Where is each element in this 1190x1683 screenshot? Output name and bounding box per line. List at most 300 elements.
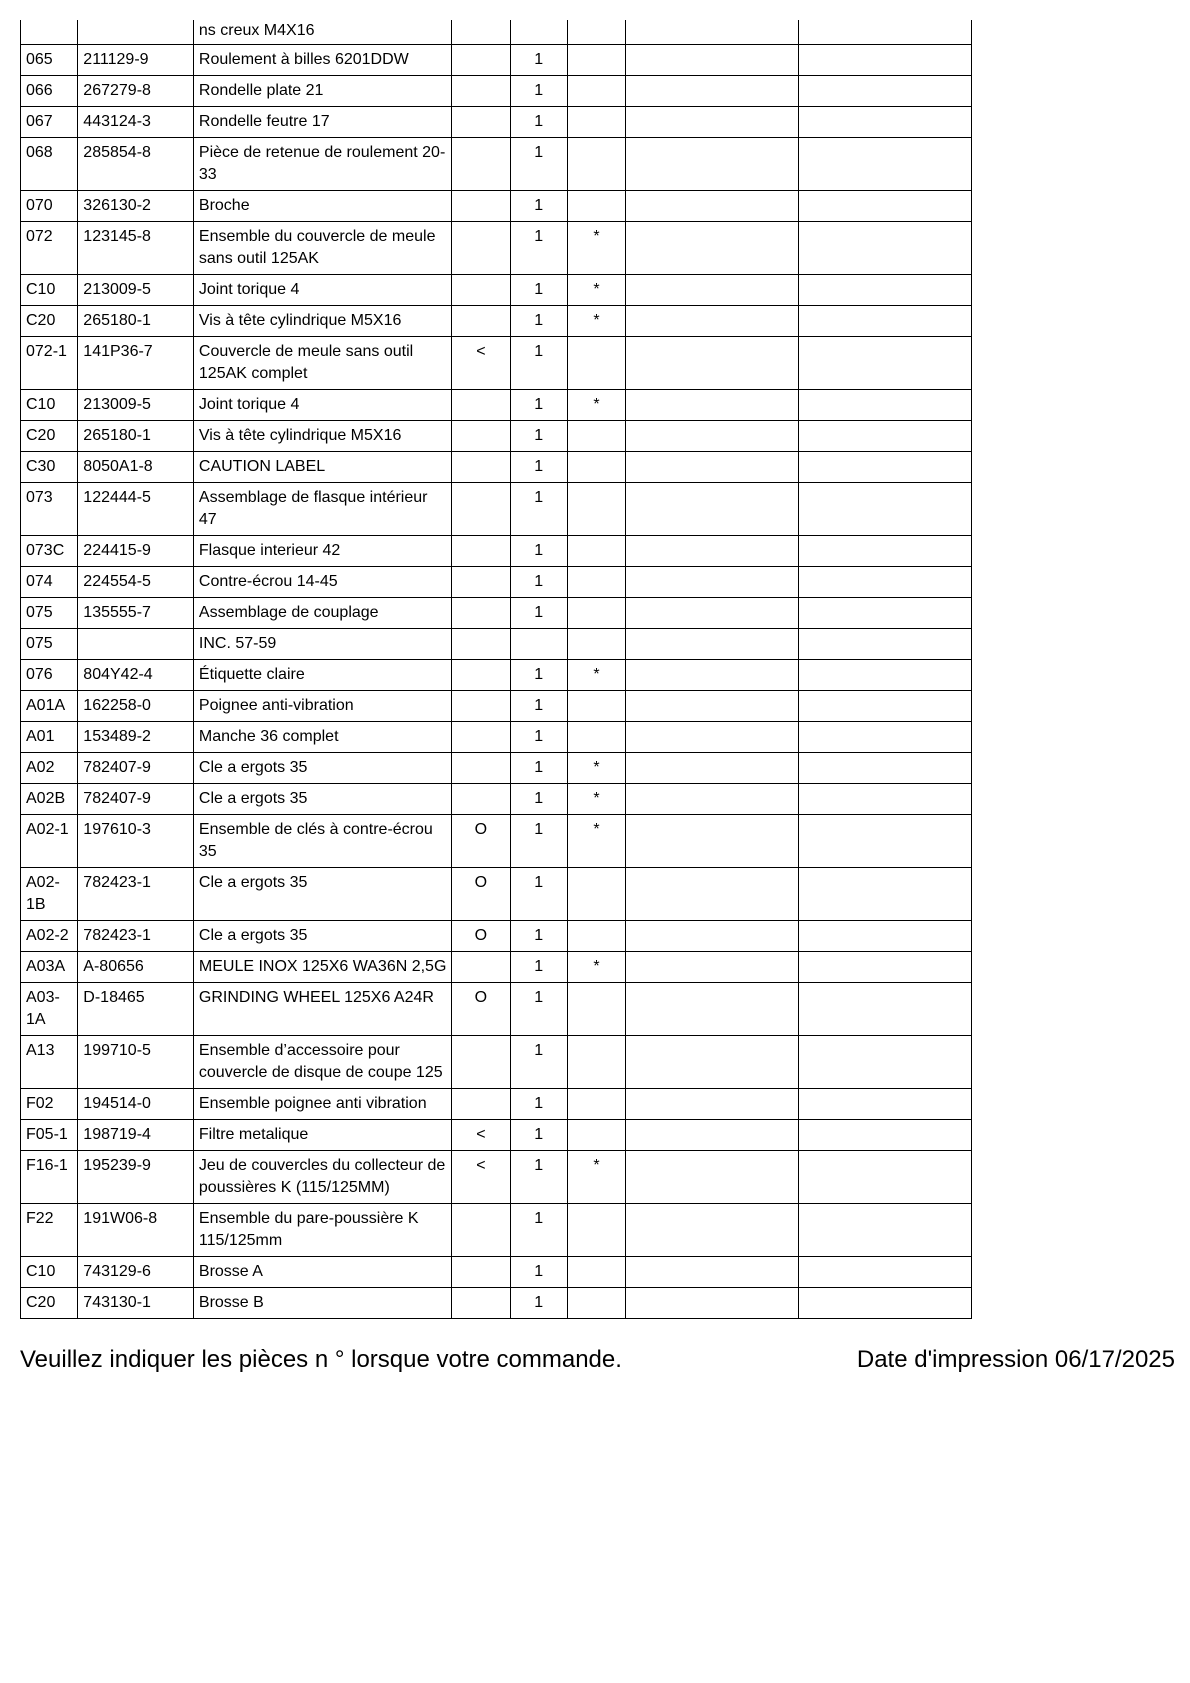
part-number-cell: 141P36-7 [78,337,194,390]
quantity-cell: 1 [510,306,567,337]
symbol-cell [452,691,510,722]
blank-cell [626,921,799,952]
blank-cell [626,784,799,815]
quantity-cell: 1 [510,536,567,567]
blank-cell [799,660,972,691]
item-number-cell: A02B [21,784,78,815]
note-cell [567,536,625,567]
table-row [21,660,972,691]
table-row [21,1089,972,1120]
description-cell: Flasque interieur 42 [193,536,451,567]
description-cell: Ensemble du couvercle de meule sans outil 125AK [193,222,451,275]
blank-cell [799,952,972,983]
part-number-cell: 199710-5 [78,1036,194,1089]
item-number-cell: A02-1 [21,815,78,868]
part-number-cell: 443124-3 [78,107,194,138]
part-number-cell: 191W06-8 [78,1204,194,1257]
blank-cell [626,45,799,76]
blank-cell [626,722,799,753]
note-cell: * [567,753,625,784]
description-cell: Cle a ergots 35 [193,784,451,815]
item-number-cell: F05-1 [21,1120,78,1151]
part-number-cell: 162258-0 [78,691,194,722]
description-cell: Roulement à billes 6201DDW [193,45,451,76]
quantity-cell: 1 [510,1151,567,1204]
note-cell: * [567,1151,625,1204]
symbol-cell [452,191,510,222]
table-row [21,107,972,138]
blank-cell [799,337,972,390]
part-number-cell: D-18465 [78,983,194,1036]
note-cell [567,1204,625,1257]
quantity-cell: 1 [510,952,567,983]
symbol-cell [452,536,510,567]
note-cell [567,1036,625,1089]
blank-cell [626,275,799,306]
blank-cell [626,660,799,691]
table-row [21,306,972,337]
table-row [21,452,972,483]
quantity-cell: 1 [510,1288,567,1319]
blank-cell [799,598,972,629]
table-row [21,868,972,921]
description-cell: Pièce de retenue de roulement 20-33 [193,138,451,191]
table-row [21,1288,972,1319]
blank-cell [799,921,972,952]
item-number-cell: F22 [21,1204,78,1257]
symbol-cell [452,952,510,983]
symbol-cell [452,390,510,421]
description-cell: Rondelle feutre 17 [193,107,451,138]
note-cell: * [567,390,625,421]
table-row [21,390,972,421]
item-number-cell: A03-1A [21,983,78,1036]
blank-cell [626,598,799,629]
part-number-cell: 782407-9 [78,753,194,784]
blank-cell [626,815,799,868]
description-cell: GRINDING WHEEL 125X6 A24R [193,983,451,1036]
symbol-cell [452,1036,510,1089]
symbol-cell [452,138,510,191]
description-cell: Jeu de couvercles du collecteur de poussières K (115/125MM) [193,1151,451,1204]
table-row [21,691,972,722]
description-cell: Assemblage de flasque intérieur 47 [193,483,451,536]
blank-cell [626,629,799,660]
blank-cell [799,691,972,722]
part-number-cell: 197610-3 [78,815,194,868]
description-cell: Joint torique 4 [193,275,451,306]
blank-cell [799,1288,972,1319]
blank-cell [799,536,972,567]
quantity-cell: 1 [510,452,567,483]
note-cell [567,421,625,452]
quantity-cell: 1 [510,76,567,107]
note-cell [567,1257,625,1288]
quantity-cell: 1 [510,753,567,784]
quantity-cell: 1 [510,421,567,452]
table-row [21,76,972,107]
description-cell: Ensemble de clés à contre-écrou 35 [193,815,451,868]
blank-cell [799,222,972,275]
symbol-cell [452,452,510,483]
table-row [21,1204,972,1257]
blank-cell [626,1120,799,1151]
description-cell: Étiquette claire [193,660,451,691]
description-cell: Cle a ergots 35 [193,921,451,952]
part-number-cell: 265180-1 [78,421,194,452]
part-number-cell: 194514-0 [78,1089,194,1120]
item-number-cell: 065 [21,45,78,76]
note-cell: * [567,222,625,275]
note-cell [567,1288,625,1319]
item-number-cell: 075 [21,598,78,629]
quantity-cell: 1 [510,691,567,722]
description-cell: Ensemble poignee anti vibration [193,1089,451,1120]
blank-cell [626,952,799,983]
blank-cell [799,45,972,76]
part-number-cell: 326130-2 [78,191,194,222]
item-number-cell: C30 [21,452,78,483]
note-cell [567,921,625,952]
note-cell [567,983,625,1036]
table-row [21,983,972,1036]
quantity-cell: 1 [510,815,567,868]
item-number-cell: C10 [21,1257,78,1288]
item-number-cell: C20 [21,1288,78,1319]
symbol-cell [452,275,510,306]
item-number-cell [21,20,78,45]
table-row [21,191,972,222]
table-row [21,784,972,815]
blank-cell [799,421,972,452]
item-number-cell: 066 [21,76,78,107]
note-cell: * [567,660,625,691]
blank-cell [626,1204,799,1257]
blank-cell [626,691,799,722]
part-number-cell: 213009-5 [78,275,194,306]
table-row [21,337,972,390]
quantity-cell: 1 [510,45,567,76]
footer-order-note: Veuillez indiquer les pièces n ° lorsque votre commande. [20,1346,622,1373]
table-row [21,1120,972,1151]
quantity-cell: 1 [510,1257,567,1288]
quantity-cell: 1 [510,275,567,306]
item-number-cell: 073 [21,483,78,536]
blank-cell [799,722,972,753]
blank-cell [799,1089,972,1120]
quantity-cell: 1 [510,598,567,629]
blank-cell [626,536,799,567]
part-number-cell [78,20,194,45]
quantity-cell: 1 [510,660,567,691]
description-cell: MEULE INOX 125X6 WA36N 2,5G [193,952,451,983]
table-row [21,921,972,952]
description-cell: CAUTION LABEL [193,452,451,483]
item-number-cell: 075 [21,629,78,660]
note-cell [567,483,625,536]
parts-table [20,20,972,1319]
item-number-cell: 072 [21,222,78,275]
symbol-cell [452,1288,510,1319]
blank-cell [799,1120,972,1151]
blank-cell [626,421,799,452]
blank-cell [626,1036,799,1089]
note-cell [567,567,625,598]
symbol-cell [452,45,510,76]
part-number-cell: 782423-1 [78,921,194,952]
blank-cell [626,1089,799,1120]
blank-cell [626,337,799,390]
quantity-cell: 1 [510,868,567,921]
description-cell: Vis à tête cylindrique M5X16 [193,306,451,337]
description-cell: Brosse B [193,1288,451,1319]
quantity-cell: 1 [510,921,567,952]
item-number-cell: 073C [21,536,78,567]
description-cell: Cle a ergots 35 [193,753,451,784]
blank-cell [799,275,972,306]
symbol-cell [452,598,510,629]
symbol-cell [452,1089,510,1120]
part-number-cell: 8050A1-8 [78,452,194,483]
note-cell: * [567,306,625,337]
item-number-cell: F16-1 [21,1151,78,1204]
note-cell [567,629,625,660]
blank-cell [799,1036,972,1089]
blank-cell [799,107,972,138]
note-cell [567,20,625,45]
description-cell: Brosse A [193,1257,451,1288]
note-cell [567,337,625,390]
table-row [21,629,972,660]
blank-cell [626,567,799,598]
item-number-cell: A02-1B [21,868,78,921]
blank-cell [626,452,799,483]
note-cell: * [567,275,625,306]
item-number-cell: 072-1 [21,337,78,390]
symbol-cell [452,784,510,815]
blank-cell [626,76,799,107]
description-cell: Cle a ergots 35 [193,868,451,921]
symbol-cell [452,222,510,275]
quantity-cell: 1 [510,138,567,191]
part-number-cell: 153489-2 [78,722,194,753]
blank-cell [626,1288,799,1319]
item-number-cell: 067 [21,107,78,138]
description-cell: Vis à tête cylindrique M5X16 [193,421,451,452]
part-number-cell: 135555-7 [78,598,194,629]
description-cell: Manche 36 complet [193,722,451,753]
table-row [21,753,972,784]
quantity-cell [510,629,567,660]
blank-cell [799,390,972,421]
part-number-cell: 782423-1 [78,868,194,921]
note-cell [567,1089,625,1120]
description-cell: Assemblage de couplage [193,598,451,629]
blank-cell [626,222,799,275]
symbol-cell [452,76,510,107]
note-cell [567,691,625,722]
blank-cell [799,138,972,191]
symbol-cell: < [452,337,510,390]
blank-cell [626,1151,799,1204]
quantity-cell: 1 [510,107,567,138]
table-row [21,815,972,868]
table-row [21,483,972,536]
quantity-cell: 1 [510,567,567,598]
note-cell [567,76,625,107]
note-cell: * [567,815,625,868]
part-number-cell: 743130-1 [78,1288,194,1319]
quantity-cell: 1 [510,337,567,390]
part-number-cell: 743129-6 [78,1257,194,1288]
description-cell: Filtre metalique [193,1120,451,1151]
description-cell: Poignee anti-vibration [193,691,451,722]
blank-cell [799,191,972,222]
note-cell [567,452,625,483]
quantity-cell: 1 [510,1204,567,1257]
note-cell: * [567,784,625,815]
note-cell [567,45,625,76]
item-number-cell: A01A [21,691,78,722]
note-cell [567,138,625,191]
blank-cell [626,483,799,536]
blank-cell [626,107,799,138]
description-cell: Rondelle plate 21 [193,76,451,107]
description-cell: Contre-écrou 14-45 [193,567,451,598]
symbol-cell [452,20,510,45]
blank-cell [799,868,972,921]
blank-cell [799,629,972,660]
quantity-cell: 1 [510,722,567,753]
part-number-cell: 265180-1 [78,306,194,337]
blank-cell [799,452,972,483]
part-number-cell: 224415-9 [78,536,194,567]
symbol-cell [452,1257,510,1288]
symbol-cell [452,753,510,784]
item-number-cell: A02 [21,753,78,784]
quantity-cell: 1 [510,1120,567,1151]
blank-cell [626,20,799,45]
table-row [21,275,972,306]
item-number-cell: A13 [21,1036,78,1089]
blank-cell [799,753,972,784]
blank-cell [799,983,972,1036]
symbol-cell [452,722,510,753]
item-number-cell: C10 [21,275,78,306]
symbol-cell: O [452,983,510,1036]
blank-cell [799,815,972,868]
part-number-cell: A-80656 [78,952,194,983]
part-number-cell: 224554-5 [78,567,194,598]
table-row [21,421,972,452]
item-number-cell: 074 [21,567,78,598]
part-number-cell [78,629,194,660]
table-row [21,598,972,629]
description-cell: Joint torique 4 [193,390,451,421]
note-cell [567,598,625,629]
footer-print-date: Date d'impression 06/17/2025 [856,1346,1175,1373]
symbol-cell: O [452,921,510,952]
blank-cell [626,191,799,222]
note-cell: * [567,952,625,983]
note-cell [567,107,625,138]
item-number-cell: C20 [21,421,78,452]
part-number-cell: 195239-9 [78,1151,194,1204]
item-number-cell: F02 [21,1089,78,1120]
blank-cell [799,1204,972,1257]
blank-cell [799,483,972,536]
item-number-cell: A01 [21,722,78,753]
blank-cell [799,1257,972,1288]
table-row [21,45,972,76]
description-cell: Ensemble du pare-poussière K 115/125mm [193,1204,451,1257]
note-cell [567,722,625,753]
table-row [21,952,972,983]
symbol-cell [452,107,510,138]
table-row [21,1036,972,1089]
table-row [21,722,972,753]
blank-cell [799,567,972,598]
description-cell: ns creux M4X16 [193,20,451,45]
symbol-cell: O [452,815,510,868]
part-number-cell: 123145-8 [78,222,194,275]
table-row [21,138,972,191]
table-row [21,222,972,275]
quantity-cell: 1 [510,191,567,222]
symbol-cell: < [452,1120,510,1151]
part-number-cell: 267279-8 [78,76,194,107]
parts-table-body [21,20,972,1319]
blank-cell [626,983,799,1036]
note-cell [567,1120,625,1151]
quantity-cell: 1 [510,222,567,275]
part-number-cell: 804Y42-4 [78,660,194,691]
note-cell [567,868,625,921]
table-row [21,1151,972,1204]
description-cell: Ensemble d’accessoire pour couvercle de disque de coupe 125 [193,1036,451,1089]
blank-cell [799,784,972,815]
blank-cell [799,306,972,337]
quantity-cell: 1 [510,390,567,421]
item-number-cell: 076 [21,660,78,691]
item-number-cell: A03A [21,952,78,983]
blank-cell [799,1151,972,1204]
description-cell: Couvercle de meule sans outil 125AK complet [193,337,451,390]
table-row [21,1257,972,1288]
part-number-cell: 198719-4 [78,1120,194,1151]
symbol-cell [452,629,510,660]
symbol-cell: O [452,868,510,921]
description-cell: INC. 57-59 [193,629,451,660]
symbol-cell [452,1204,510,1257]
quantity-cell [510,20,567,45]
quantity-cell: 1 [510,784,567,815]
part-number-cell: 122444-5 [78,483,194,536]
blank-cell [626,390,799,421]
table-row [21,567,972,598]
quantity-cell: 1 [510,1089,567,1120]
item-number-cell: A02-2 [21,921,78,952]
symbol-cell [452,306,510,337]
note-cell [567,191,625,222]
quantity-cell: 1 [510,983,567,1036]
blank-cell [626,1257,799,1288]
blank-cell [799,76,972,107]
symbol-cell [452,660,510,691]
item-number-cell: 068 [21,138,78,191]
item-number-cell: 070 [21,191,78,222]
item-number-cell: C20 [21,306,78,337]
